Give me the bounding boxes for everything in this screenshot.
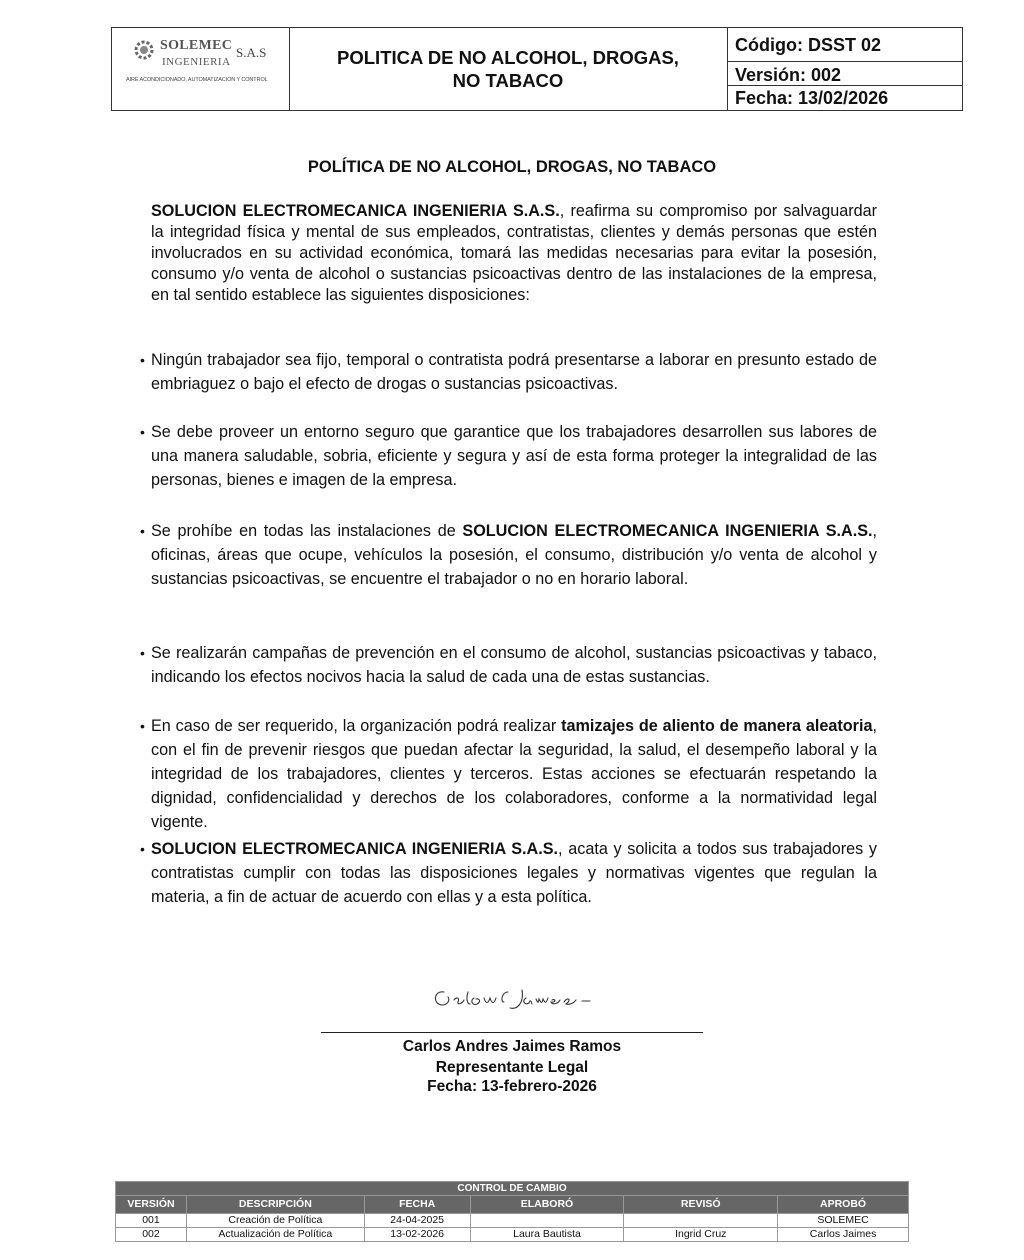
- intro-paragraph: [151, 201, 877, 306]
- policy-item-text: , acata y solicita a todos sus trabajadores y contratistas cumplir con todas las disposiciones legales y normativas vigentes que regulan la materia, a fin de actuar de acuerdo con ellas y a esta política.: [151, 840, 877, 906]
- policy-item-text: , con el fin de prevenir riesgos que puedan afectar la seguridad, la salud, el desempeño laboral y la integridad de los trabajadores, clientes y terceros. Estas acciones se efectuarán respetando la dignidad, confidencialidad y derechos de los colaboradores, conforme a la normatividad legal vigente.: [151, 717, 877, 831]
- policy-item: [140, 348, 877, 396]
- doc-version: Versión: 002: [727, 62, 962, 86]
- bullet-icon: •: [140, 841, 145, 857]
- signature-date-value: : 13-febrero-2026: [471, 1078, 597, 1095]
- header-meta: [727, 28, 962, 110]
- logo-cell: [112, 28, 290, 110]
- column-header: DESCRIPCIÓN: [186, 1196, 364, 1214]
- bullet-icon: •: [140, 352, 145, 368]
- signature-date-label: Fecha: [427, 1078, 472, 1095]
- policy-item: [140, 641, 877, 689]
- bullet-icon: •: [140, 718, 145, 734]
- change-control-table: [115, 1181, 909, 1242]
- signer-name: Carlos Andres Jaimes Ramos: [402, 1038, 622, 1055]
- table-cell: [470, 1214, 624, 1228]
- policy-item: [140, 519, 877, 591]
- intro-text: , reafirma su compromiso por salvaguardar la integridad física y mental de sus empleados, contratistas, clientes y demás personas que estén involucrados en su actividad económica, tomará las medidas necesarias para evitar la posesión, consumo y/o venta de alcohol o sustancias psicoactivas dentro de las instalaciones de la empresa, en tal sentido establece las siguientes disposiciones:: [151, 202, 877, 304]
- header-title-line1: POLITICA DE NO ALCOHOL, DROGAS,: [337, 47, 679, 68]
- doc-code: Código: DSST 02: [727, 28, 962, 62]
- policy-item-text: Se realizarán campañas de prevención en el consumo de alcohol, sustancias psicoactivas y tabaco, indicando los efectos nocivos hacia la salud de cada una de estas sustancias.: [151, 644, 877, 686]
- policy-item-text: , oficinas, áreas que ocupe, vehículos la posesión, el consumo, distribución y/o venta de alcohol y sustancias psicoactivas, se encuentre el trabajador o no en horario laboral.: [151, 522, 877, 588]
- bullet-icon: •: [140, 645, 145, 661]
- company-logo: [126, 36, 282, 96]
- gear-logo-icon: [132, 38, 156, 62]
- policy-item: [140, 714, 877, 834]
- table-header-row: [116, 1196, 909, 1214]
- table-row: [116, 1228, 909, 1242]
- handwritten-signature: [430, 978, 610, 1012]
- table-cell: 24-04-2025: [364, 1214, 470, 1228]
- document-header: [111, 27, 963, 111]
- policy-item-company: SOLUCION ELECTROMECANICA INGENIERIA S.A.S.: [151, 840, 559, 858]
- bullet-icon: •: [140, 424, 145, 440]
- bullet-icon: •: [140, 523, 145, 539]
- policy-item-text: Ningún trabajador sea fijo, temporal o contratista podrá presentarse a laborar en presunto estado de embriaguez o bajo el efecto de drogas o sustancias psicoactivas.: [151, 351, 877, 393]
- column-header: VERSIÓN: [116, 1196, 187, 1214]
- logo-name: SOLEMEC: [160, 38, 233, 53]
- column-header: ELABORÓ: [470, 1196, 624, 1214]
- table-cell: Ingrid Cruz: [624, 1228, 778, 1242]
- policy-item-company: SOLUCION ELECTROMECANICA INGENIERIA S.A.S.: [462, 522, 873, 540]
- table-cell: Carlos Jaimes: [778, 1228, 909, 1242]
- table-cell: [624, 1214, 778, 1228]
- intro-company: SOLUCION ELECTROMECANICA INGENIERIA S.A.S.: [151, 202, 560, 220]
- policy-item-text: En caso de ser requerido, la organización podrá realizar: [151, 717, 562, 735]
- column-header: APROBÓ: [778, 1196, 909, 1214]
- header-title: [289, 28, 728, 110]
- table-cell: Laura Bautista: [470, 1228, 624, 1242]
- logo-subtitle: INGENIERIA: [162, 56, 231, 68]
- signer-role: Representante Legal: [435, 1059, 589, 1076]
- doc-date: Fecha: 13/02/2026: [735, 88, 889, 108]
- policy-item-emphasis: tamizajes de aliento de manera aleatoria: [561, 717, 873, 735]
- table-cell: 002: [116, 1228, 187, 1242]
- change-control-caption: CONTROL DE CAMBIO: [116, 1182, 909, 1196]
- table-cell: Creación de Política: [186, 1214, 364, 1228]
- signature-line: [321, 1032, 703, 1033]
- table-cell: Actualización de Política: [186, 1228, 364, 1242]
- signature-date: [0, 1077, 1024, 1097]
- table-cell: 13-02-2026: [364, 1228, 470, 1242]
- policy-item-text: Se prohíbe en todas las instalaciones de: [151, 522, 463, 540]
- header-title-line2: NO TABACO: [452, 70, 564, 91]
- logo-tagline: AIRE ACONDICIONADO, AUTOMATIZACION Y CONTROL: [126, 77, 268, 83]
- policy-item: [140, 837, 877, 909]
- table-cell: SOLEMEC: [778, 1214, 909, 1228]
- policy-item: [140, 420, 877, 492]
- table-cell: 001: [116, 1214, 187, 1228]
- table-row: [116, 1214, 909, 1228]
- logo-sas: S.A.S: [236, 45, 267, 60]
- column-header: FECHA: [364, 1196, 470, 1214]
- column-header: REVISÓ: [624, 1196, 778, 1214]
- policy-item-text: Se debe proveer un entorno seguro que garantice que los trabajadores desarrollen sus labores de una manera saludable, sobria, eficiente y segura y así de esta forma proteger la integralidad de las personas, bienes e imagen de la empresa.: [151, 423, 877, 489]
- document-title: POLÍTICA DE NO ALCOHOL, DROGAS, NO TABACO: [307, 158, 717, 176]
